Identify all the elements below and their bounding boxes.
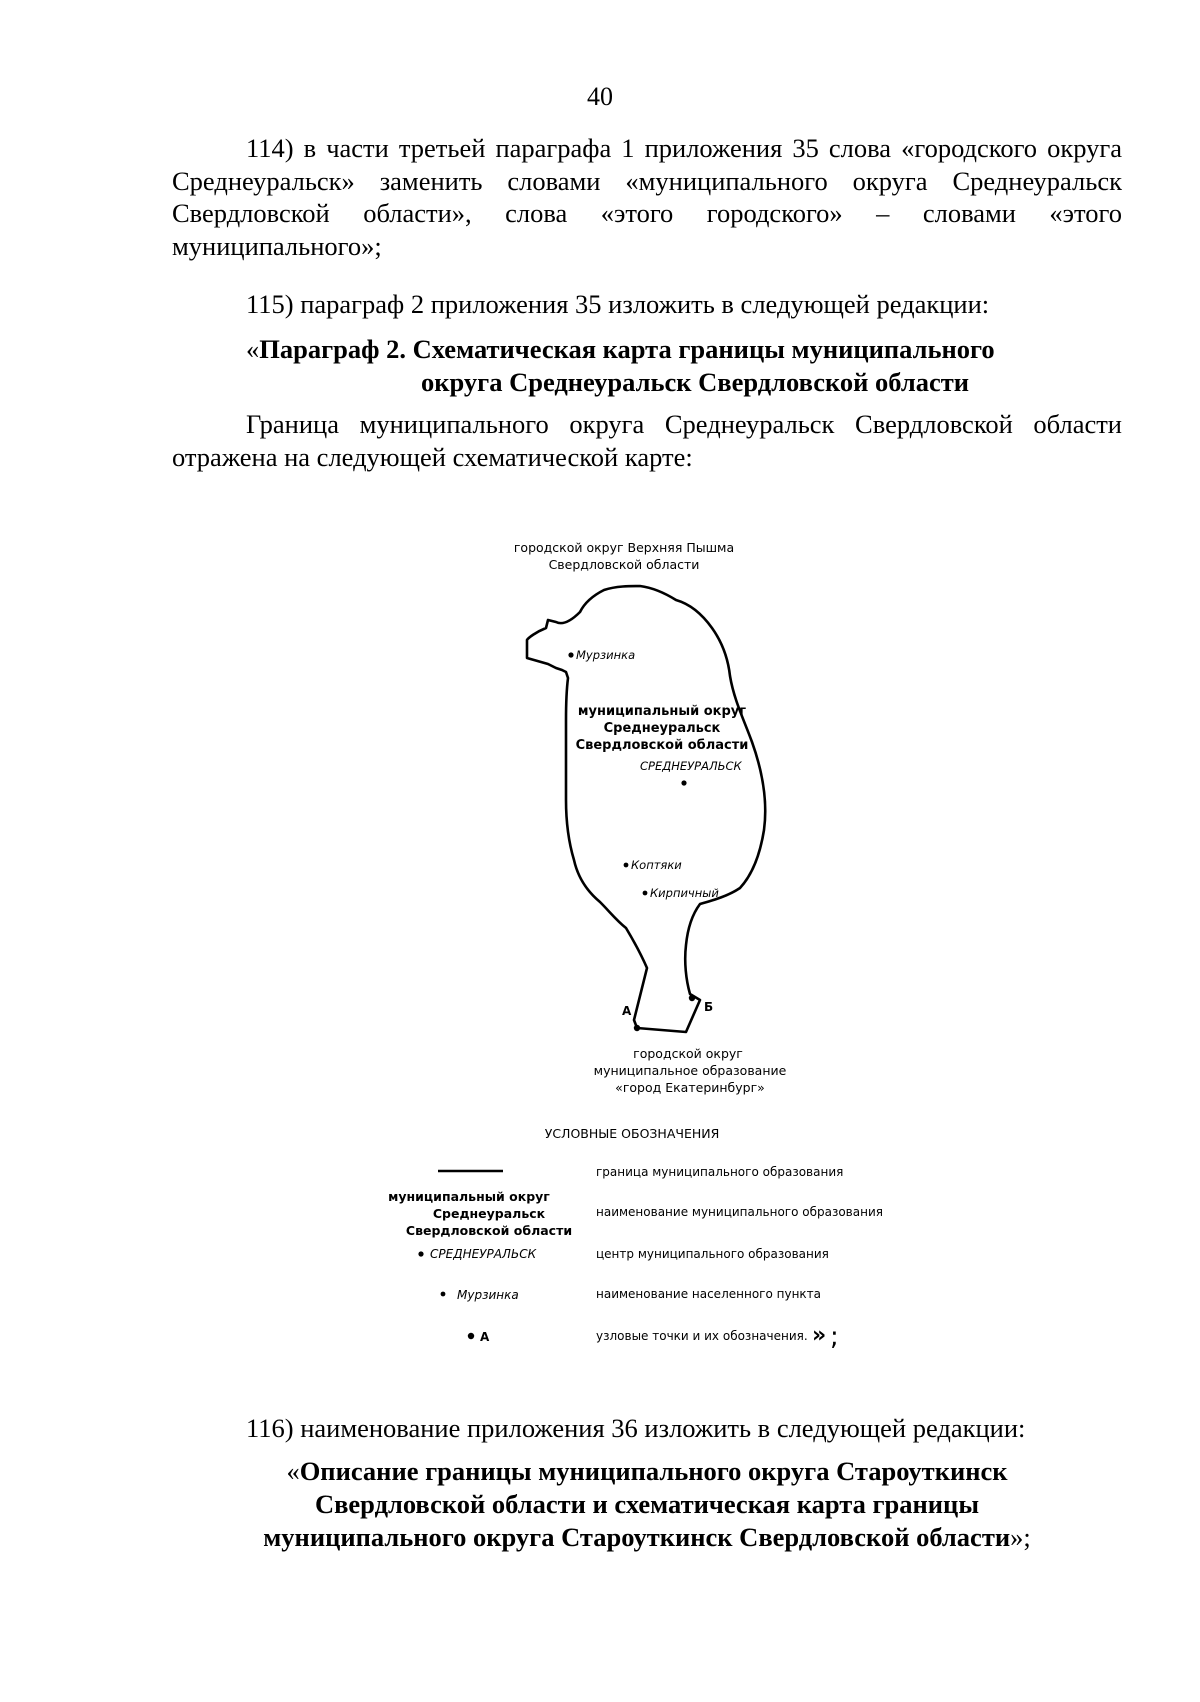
intro-paragraph: Граница муниципального округа Среднеуральск Свердловской области отражена на следующей схематической карте:	[172, 409, 1122, 472]
south-neighbor-label-2: муниципальное образование	[593, 1063, 787, 1078]
legend-semicolon: ;	[830, 1322, 839, 1352]
appendix-36-close: »;	[1010, 1522, 1031, 1552]
north-neighbor-label-1: городской округ Верхняя Пышма	[513, 540, 735, 555]
legend-node-desc: узловые точки и их обозначения.	[596, 1329, 808, 1343]
legend-settlement-desc: наименование населенного пункта	[596, 1287, 821, 1301]
node-point-a-label: А	[622, 1004, 632, 1018]
legend-center-dot	[418, 1251, 423, 1256]
legend-node-sample: А	[480, 1330, 490, 1344]
heading-title-line-1: Параграф 2. Схематическая карта границы муниципального	[259, 334, 995, 364]
legend-center-sample: СРЕДНЕУРАЛЬСК	[430, 1247, 537, 1261]
district-name-line-1: муниципальный округ	[577, 704, 747, 719]
section-heading-line-1	[172, 333, 1122, 366]
district-name-line-2: Среднеуральск	[603, 721, 721, 736]
appendix-36-title-3: муниципального округа Староуткинск Свердловской области	[263, 1522, 1011, 1552]
municipal-boundary-line	[527, 586, 765, 1032]
legend-center-desc: центр муниципального образования	[596, 1247, 829, 1261]
settlement-murzinka: Мурзинка	[576, 648, 636, 662]
appendix-36-title-1: Описание границы муниципального округа Староуткинск	[299, 1456, 1008, 1486]
legend-node-dot	[468, 1333, 474, 1339]
paragraph-114: 114) в части третьей параграфа 1 приложения 35 слова «городского округа Среднеуральск» заменить словами «муниципального округа Среднеуральск Свердловской области», слова «этого городского» – словами «этого муниципального»;	[172, 133, 1122, 261]
legend-name-desc: наименование муниципального образования	[596, 1205, 883, 1219]
node-point-b-label: Б	[704, 1000, 714, 1014]
center-label: СРЕДНЕУРАЛЬСК	[640, 759, 742, 773]
legend-boundary-desc: граница муниципального образования	[596, 1165, 844, 1179]
legend-name-sample-3: Свердловской области	[405, 1223, 573, 1238]
appendix-36-heading	[172, 1455, 1122, 1554]
legend-settlement-sample: Мурзинка	[457, 1288, 519, 1302]
settlement-dot-koptyaki	[624, 863, 629, 868]
node-point-a	[634, 1025, 640, 1031]
settlement-kirpichny: Кирпичный	[650, 886, 719, 900]
south-neighbor-label-3: «город Екатеринбург»	[615, 1080, 765, 1095]
center-dot	[681, 780, 686, 785]
settlement-koptyaki: Коптяки	[631, 858, 682, 872]
section-heading	[172, 333, 1122, 399]
district-name-line-3: Свердловской области	[575, 738, 749, 753]
heading-title-line-2: округа Среднеуральск Свердловской области	[421, 367, 970, 397]
appendix-36-line-3	[172, 1521, 1122, 1554]
legend-settlement-dot	[441, 1292, 446, 1297]
appendix-36-open-quote: «	[286, 1456, 300, 1486]
heading-open-quote: «	[246, 334, 260, 364]
node-point-b	[689, 995, 695, 1001]
legend-closing-quote: »	[812, 1323, 827, 1348]
paragraph-115: 115) параграф 2 приложения 35 изложить в следующей редакции:	[246, 289, 990, 319]
settlement-dot-kirpichny	[643, 891, 648, 896]
legend-name-sample-1: муниципальный округ	[388, 1189, 550, 1204]
section-heading-line-2	[172, 366, 1122, 399]
legend-name-sample-2: Среднеуральск	[432, 1206, 546, 1221]
page-number: 40	[587, 82, 613, 111]
legend-title: УСЛОВНЫЕ ОБОЗНАЧЕНИЯ	[544, 1126, 720, 1141]
north-neighbor-label-2: Свердловской области	[548, 557, 700, 572]
settlement-dot-murzinka	[568, 652, 573, 657]
south-neighbor-label-1: городской округ	[633, 1046, 743, 1061]
appendix-36-title-2: Свердловской области и схематическая карта границы	[314, 1489, 980, 1519]
paragraph-116: 116) наименование приложения 36 изложить в следующей редакции:	[246, 1413, 1026, 1443]
appendix-36-line-2	[172, 1488, 1122, 1521]
appendix-36-line-1	[172, 1455, 1122, 1488]
